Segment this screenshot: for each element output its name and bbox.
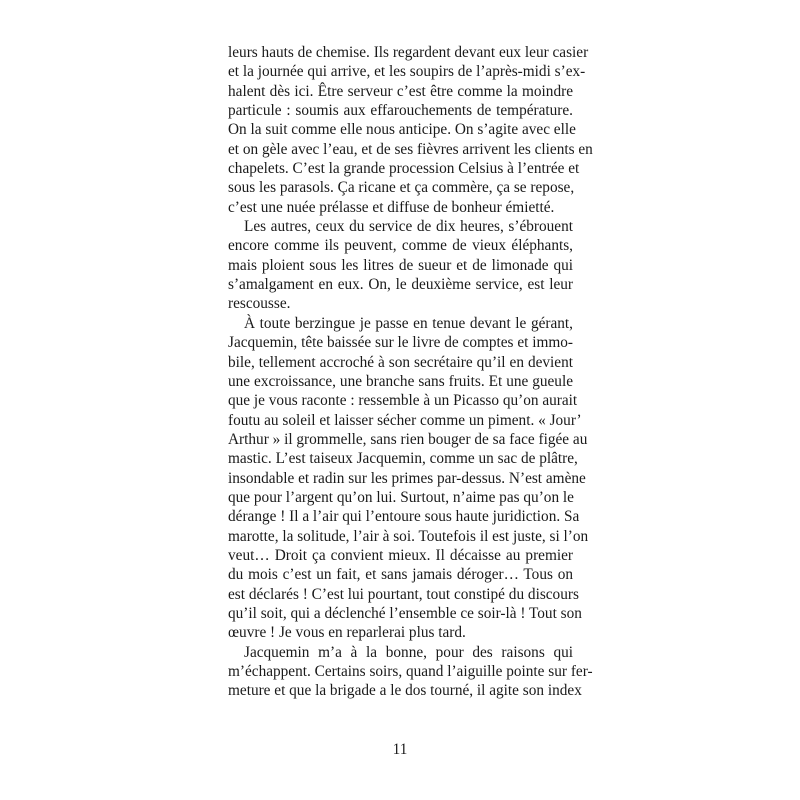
text-line: dérange ! Il a l’air qui l’entoure sous haute juridiction. Sa	[228, 508, 580, 526]
text-line: rescousse.	[228, 295, 291, 313]
text-line: c’est une nuée prélasse et diffuse de bonheur émietté.	[228, 198, 555, 216]
text-line: mais ploient sous les litres de sueur et de limonade qui	[228, 256, 573, 274]
text-line: Jacquemin, tête baissée sur le livre de comptes et immo-	[228, 334, 573, 352]
text-line: mastic. L’est taiseux Jacquemin, comme un sac de plâtre,	[228, 450, 578, 468]
paragraph	[228, 217, 573, 314]
text-line: veut… Droit ça convient mieux. Il décaisse au premier	[228, 546, 573, 564]
text-line: meture et que la brigade a le dos tourné, il agite son index	[228, 682, 582, 700]
text-line: foutu au soleil et laisser sécher comme un piment. « Jour’	[228, 411, 582, 429]
paragraph	[228, 43, 593, 217]
text-line: sous les parasols. Ça ricane et ça commère, ça se repose,	[228, 179, 575, 197]
text-line: que je vous raconte : ressemble à un Picasso qu’on aurait	[228, 392, 578, 410]
text-line: qu’il soit, qui a déclenché l’ensemble ce soir-là ! Tout son	[228, 604, 582, 622]
text-line: et la journée qui arrive, et les soupirs de l’après-midi s’ex-	[228, 63, 586, 81]
text-line: œuvre ! Je vous en reparlerai plus tard.	[228, 624, 466, 642]
text-line: À toute berzingue je passe en tenue devant le gérant,	[244, 314, 573, 332]
body-text	[228, 43, 593, 701]
paragraph	[228, 643, 593, 701]
text-line: une excroissance, une branche sans fruits. Et une gueule	[228, 372, 573, 390]
text-line: particule : soumis aux effarouchements de température.	[228, 102, 573, 120]
text-line: Arthur » il grommelle, sans rien bouger de sa face figée au	[228, 430, 588, 448]
text-line: insondable et radin sur les primes par-dessus. N’est amène	[228, 469, 586, 487]
text-line: encore comme ils peuvent, comme de vieux éléphants,	[228, 237, 573, 255]
text-line: est déclarés ! C’est lui pourtant, tout constipé du discours	[228, 585, 579, 603]
text-line: et on gèle avec l’eau, et de ses fièvres arrivent les clients en	[228, 140, 593, 158]
text-line: halent dès ici. Être serveur c’est être comme la moindre	[228, 82, 573, 100]
text-line: leurs hauts de chemise. Ils regardent devant eux leur casier	[228, 44, 589, 61]
text-line: bile, tellement accroché à son secrétaire qu’il en devient	[228, 353, 573, 371]
text-line: du mois c’est un fait, et sans jamais déroger… Tous on	[228, 566, 573, 584]
text-line: m’échappent. Certains soirs, quand l’aiguille pointe sur fer-	[228, 663, 593, 680]
page-number: 11	[392, 741, 408, 758]
paragraph	[228, 314, 589, 643]
text-line: Jacquemin m’a à la bonne, pour des raisons qui	[244, 643, 573, 661]
text-line: On la suit comme elle nous anticipe. On s’agite avec elle	[228, 121, 576, 139]
text-line: marotte, la solitude, l’air à soi. Toutefois il est juste, si l’on	[228, 527, 589, 545]
text-line: Les autres, ceux du service de dix heures, s’ébrouent	[244, 218, 573, 236]
text-line: chapelets. C’est la grande procession Celsius à l’entrée et	[228, 160, 580, 178]
text-line: que pour l’argent qu’on lui. Surtout, n’aime pas qu’on le	[228, 488, 574, 506]
text-line: s’amalgament en eux. On, le deuxième service, est leur	[228, 276, 573, 294]
